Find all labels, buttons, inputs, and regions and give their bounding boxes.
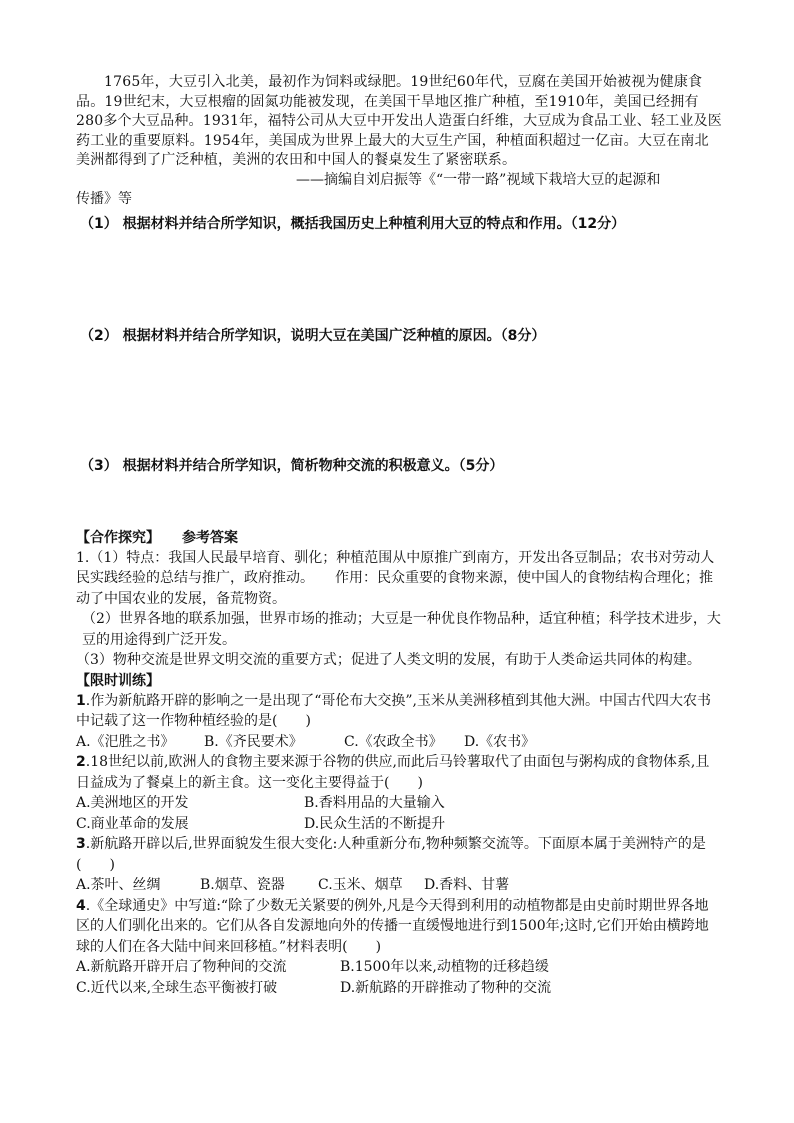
answer-1: 1.（1）特点：我国人民最早培育、驯化；种植范围从中原推广到南方，开发出各豆制品；农书对劳动人民实践经验的总结与推广，政府推动。 作用：民众重要的食物来源，使中国人的食物结构合理化；推动了中国农业的发展，备荒物资。 <box>76 549 715 607</box>
mcq-text: .新航路开辟以后,世界面貌发生很大变化:人种重新分布,物种频繁交流等。下面原本属于美洲特产的是( ) <box>76 836 706 873</box>
mcq-number: 1 <box>76 692 86 709</box>
option-a[interactable]: A.茶叶、丝绸 <box>76 877 161 893</box>
mcq-stem <box>76 691 722 732</box>
option-b[interactable]: B.1500年以来,动植物的迁移趋缓 <box>340 959 549 975</box>
option-b[interactable]: B.《齐民要术》 <box>204 733 303 750</box>
option-b[interactable]: B.香料用品的大量输入 <box>304 795 445 811</box>
answer-section-label: 【合作探究】 <box>76 529 160 546</box>
mcq-number: 2 <box>76 754 86 770</box>
option-d[interactable]: D.香料、甘薯 <box>424 877 510 893</box>
option-c[interactable]: C.近代以来,全球生态平衡被打破 <box>76 979 278 996</box>
mcq-text: .18世纪以前,欧洲人的食物主要来源于谷物的供应,而此后马铃薯取代了由面包与粥构成的食物体系,且日益成为了餐桌上的新主食。这一变化主要得益于( ) <box>76 754 710 791</box>
mcq-options <box>76 814 722 835</box>
mcq-options <box>76 793 722 814</box>
mcq-3 <box>76 834 722 896</box>
mcq-text: .《全球通史》中写道:“除了少数无关紧要的例外,凡是今天得到利用的动植物都是由史前时期世界各地区的人们驯化出来的。它们从各自发源地向外的传播一直缓慢地进行到1500年;这时,它们开始由横跨地球的人们在各大陆中间来回移植。”材料表明( ) <box>76 897 709 955</box>
question-1: （1） 根据材料并结合所学知识，概括我国历史上种植利用大豆的特点和作用。（12分） <box>80 215 626 232</box>
mcq-text: .作为新航路开辟的影响之一是出现了“哥伦布大交换”,玉米从美洲移植到其他大洲。中国古代四大农书中记载了这一作物种植经验的是( ) <box>76 692 711 729</box>
option-d[interactable]: D.民众生活的不断提升 <box>304 815 446 832</box>
mcq-options <box>76 978 722 999</box>
option-b[interactable]: B.烟草、瓷器 <box>200 877 285 893</box>
mcq-1 <box>76 691 722 753</box>
mcq-4 <box>76 896 722 999</box>
source-line-1: ——摘编自刘启振等《“一带一路”视域下栽培大豆的起源和 <box>296 171 661 188</box>
option-a[interactable]: A.新航路开辟开启了物种间的交流 <box>76 959 287 975</box>
mcq-2 <box>76 752 722 834</box>
option-d[interactable]: D.《农书》 <box>464 733 536 750</box>
answer-section-title <box>76 528 722 548</box>
option-c[interactable]: C.玉米、烟草 <box>318 877 403 893</box>
question-3: （3） 根据材料并结合所学知识，简析物种交流的积极意义。（5分） <box>80 457 504 474</box>
option-c[interactable]: C.商业革命的发展 <box>76 815 189 832</box>
option-a[interactable]: A.美洲地区的开发 <box>76 795 189 811</box>
mcq-stem <box>76 752 722 793</box>
mcq-options <box>76 732 722 753</box>
question-2: （2） 根据材料并结合所学知识，说明大豆在美国广泛种植的原因。（8分） <box>80 327 546 344</box>
option-d[interactable]: D.新航路的开辟推动了物种的交流 <box>340 979 552 996</box>
mcq-options <box>76 875 722 896</box>
mcq-number: 4 <box>76 897 86 914</box>
material-source <box>76 171 722 210</box>
document-page <box>76 73 722 998</box>
source-line-2: 传播》等 <box>76 191 132 207</box>
option-a[interactable]: A.《汜胜之书》 <box>76 733 175 750</box>
answer-3: （3）物种交流是世界文明交流的重要方式；促进了人类文明的发展，有助于人类命运共同体的构建。 <box>76 652 701 668</box>
mcq-stem <box>76 834 722 875</box>
answer-2: （2）世界各地的联系加强，世界市场的推动；大豆是一种优良作物品种，适宜种植；科学技术进步，大豆的用途得到广泛开发。 <box>82 611 721 648</box>
answer-section-sublabel: 参考答案 <box>182 529 238 546</box>
mcq-stem <box>76 896 722 958</box>
drill-section-title: 【限时训练】 <box>76 672 160 689</box>
option-c[interactable]: C.《农政全书》 <box>344 733 443 750</box>
mcq-number: 3 <box>76 836 86 852</box>
mcq-options <box>76 957 722 978</box>
material-paragraph: 1765年，大豆引入北美，最初作为饲料或绿肥。19世纪60年代，豆腐在美国开始被视为健康食品。19世纪末，大豆根瘤的固氮功能被发现，在美国干旱地区推广种植，至1910年，美国已经拥有280多个大豆品种。1931年，福特公司从大豆中开发出人造蛋白纤维，大豆成为食品工业、轻工业及医药工业的重要原料。1954年，美国成为世界上最大的大豆生产国，种植面积超过一亿亩。大豆在南北美洲都得到了广泛种植，美洲的农田和中国人的餐桌发生了紧密联系。 <box>76 74 722 168</box>
